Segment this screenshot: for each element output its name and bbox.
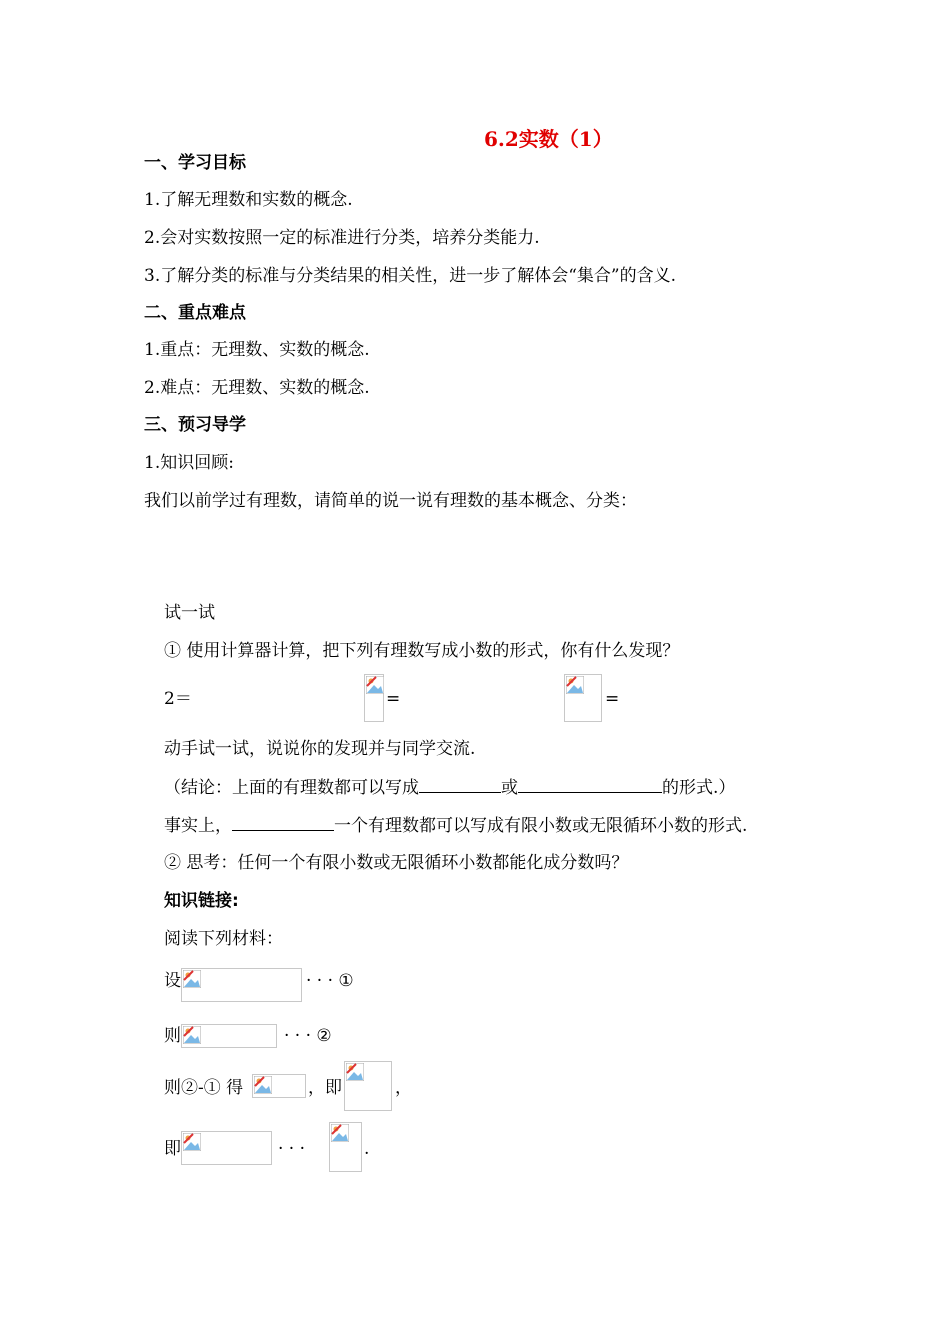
line2-prefix: 则: [164, 1026, 181, 1046]
fraction-image: [564, 674, 602, 722]
equation-image: [181, 968, 302, 1002]
page-title: 6.2实数（1）: [484, 127, 613, 151]
fill-blank[interactable]: [518, 776, 662, 793]
knowledge-link-heading: 知识链接:: [164, 891, 239, 911]
image-placeholder-icon: [566, 676, 584, 694]
image-placeholder-icon: [183, 970, 201, 988]
conclusion-text-a: （结论：上面的有理数都可以写成: [164, 778, 419, 798]
conclusion-text-b: 的形式.）: [662, 778, 736, 798]
image-placeholder-icon: [183, 1026, 201, 1044]
fraction-image: [364, 674, 384, 722]
fact-text-a: 事实上，: [164, 816, 232, 836]
equals-sign: =: [386, 689, 401, 709]
image-placeholder-icon: [346, 1063, 364, 1081]
fill-blank[interactable]: [232, 814, 334, 831]
section-heading-key-points: 二、重点难点: [144, 303, 246, 323]
fact-line: [164, 814, 747, 837]
review-text: 我们以前学过有理数，请简单的说一说有理数的基本概念、分类：: [144, 491, 637, 511]
equation-1: 2＝: [164, 689, 192, 709]
equals-sign: =: [605, 689, 620, 709]
read-material: 阅读下列材料：: [164, 929, 283, 949]
fraction-image: [344, 1061, 392, 1111]
image-placeholder-icon: [331, 1124, 349, 1142]
line2-suffix: · · · ②: [284, 1026, 332, 1046]
section-heading-preview: 三、预习导学: [144, 415, 246, 435]
fact-text-b: 一个有理数都可以写成有限小数或无限循环小数的形式.: [334, 816, 748, 836]
equation-image: [252, 1074, 306, 1098]
image-placeholder-icon: [183, 1133, 201, 1151]
line4-end: .: [364, 1139, 370, 1159]
discover-text: 动手试一试，说说你的发现并与同学交流.: [164, 739, 476, 759]
fraction-image: [329, 1122, 362, 1172]
image-placeholder-icon: [254, 1076, 272, 1094]
review-title: 1.知识回顾:: [144, 453, 234, 473]
try-title: 试一试: [164, 603, 215, 623]
conclusion-or: 或: [501, 778, 518, 798]
section-heading-objectives: 一、学习目标: [144, 153, 246, 173]
objective-item: 2.会对实数按照一定的标准进行分类，培养分类能力.: [144, 228, 540, 248]
line3-middle: ，即: [308, 1078, 342, 1098]
question-2: ② 思考：任何一个有限小数或无限循环小数都能化成分数吗？: [164, 853, 629, 873]
equation-image: [181, 1024, 277, 1048]
image-placeholder-icon: [366, 676, 384, 694]
line3-suffix: ，: [395, 1078, 412, 1098]
line3-prefix: 则②-① 得: [164, 1078, 244, 1098]
equation-image: [181, 1131, 272, 1165]
conclusion-line: [164, 776, 735, 799]
key-point-item: 2.难点：无理数、实数的概念.: [144, 378, 370, 398]
line1-suffix: · · · ①: [306, 971, 354, 991]
objective-item: 1.了解无理数和实数的概念.: [144, 190, 353, 210]
objective-item: 3.了解分类的标准与分类结果的相关性，进一步了解体会“集合”的含义.: [144, 266, 677, 286]
line1-prefix: 设: [164, 971, 181, 991]
line4-dots: · · ·: [278, 1139, 306, 1159]
line4-prefix: 即: [164, 1139, 181, 1159]
fill-blank[interactable]: [419, 776, 501, 793]
question-1: ① 使用计算器计算，把下列有理数写成小数的形式，你有什么发现？: [164, 641, 680, 661]
key-point-item: 1.重点：无理数、实数的概念.: [144, 340, 370, 360]
